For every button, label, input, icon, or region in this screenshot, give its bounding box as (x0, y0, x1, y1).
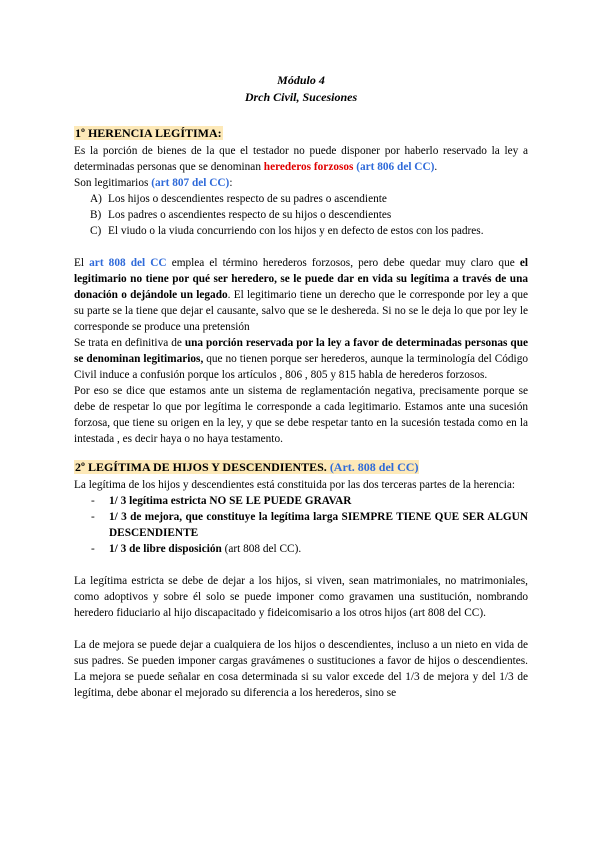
section-1-paragraph-2 (74, 175, 528, 191)
list-marker: - (91, 543, 95, 555)
herederos-forzosos-term: herederos forzosos (263, 161, 354, 173)
list-marker: - (91, 511, 95, 523)
list-item (91, 509, 528, 541)
document-page (74, 72, 528, 701)
list-item-text: Los hijos o descendientes respecto de su padres o ascendiente (108, 193, 387, 205)
list-marker: A) (90, 193, 102, 205)
section-2-paragraph-2: La legítima estricta se debe de dejar a los hijos, si viven, sean matrimoniales, no matrimoniales, como adoptivos y sobre él solo se puede imponer como gravamen una sustitución, nombrando heredero fiduciario al hijo discapacitado y fideicomisario a los otros hijos (art 808 del CC). (74, 575, 528, 619)
section-1-heading (74, 125, 528, 142)
article-reference: (Art. 808 del CC) (326, 460, 419, 474)
section-1-paragraph-1 (74, 143, 528, 175)
text-run: Es la porción de bienes de la que el testador no puede disponer por haberlo reservado la ley a determinadas personas que se denominan (74, 145, 528, 173)
section-2-paragraph-1: La legítima de los hijos y descendientes está constituida por las dos terceras partes de la herencia: (74, 479, 516, 491)
legitimarios-list (74, 191, 528, 239)
list-marker: - (91, 495, 95, 507)
article-reference: (art 807 del CC) (151, 177, 230, 189)
module-title: Módulo 4 (277, 73, 325, 87)
section-1-heading-text: 1º HERENCIA LEGÍTIMA: (75, 126, 222, 140)
tercios-list (74, 493, 528, 557)
list-item (91, 541, 528, 557)
bold-run: una porción reservada por la ley a favor de determinadas personas que se denominan legitimarios, (74, 337, 528, 365)
spacer (74, 557, 528, 573)
bold-run: 1/ 3 de mejora, que constituye la legítima larga SIEMPRE TIENE QUE SER ALGUN DESCENDIENTE (109, 511, 528, 539)
text-run: que no tienen porque ser herederos, aunque la terminología del Código Civil induce a confusión porque los artículos , 806 , 805 y 815 habla de herederos forzosos. (74, 353, 528, 381)
list-marker: C) (90, 225, 102, 237)
text-run: Se trata en definitiva de (74, 337, 185, 349)
document-title (74, 72, 528, 106)
spacer (74, 239, 528, 255)
subject-title: Drch Civil, Sucesiones (244, 90, 358, 104)
article-reference: (art 806 del CC) (356, 161, 435, 173)
list-marker: B) (90, 209, 102, 221)
section-1-paragraph-5: Por eso se dice que estamos ante un sistema de reglamentación negativa, precisamente porque se debe de respetar lo que por legítima le corresponde a cada legitimario. Estamos ante una sucesión forzosa, que tiene su origen en la ley, y que se debe respetar tanto en la sucesión testada como en la intestada , es decir haya o no haya testamento. (74, 385, 528, 445)
spacer (74, 621, 528, 637)
text-run: El (74, 257, 90, 269)
text-run: (art 808 del CC). (221, 543, 302, 555)
list-item (90, 223, 528, 239)
text-run: . (434, 161, 438, 173)
section-1-paragraph-4 (74, 335, 528, 383)
text-run: emplea el término herederos forzosos, pero debe quedar muy claro que (166, 257, 520, 269)
section-2-heading-text (74, 460, 419, 474)
section-2-paragraph-3: La de mejora se puede dejar a cualquiera de los hijos o descendientes, incluso a un nieto en vida de sus padres. Se pueden imponer cargas gravámenes o sustituciones a favor de hijos o descendientes. La mejora se puede señalar en cosa determinada si su valor excede del 1/3 de mejora y del 1/3 de legítima, debe abonar el mejorado su diferencia a los herederos, sino se (74, 639, 528, 699)
list-item (91, 493, 528, 509)
spacer (74, 447, 528, 459)
list-item-text: Los padres o ascendientes respecto de su hijos o descendientes (108, 209, 392, 221)
text-run: : (229, 177, 233, 189)
heading-run: 2º LEGÍTIMA DE HIJOS Y DESCENDIENTES. (75, 460, 327, 474)
section-2-heading (74, 459, 528, 476)
article-reference: art 808 del CC (89, 257, 167, 269)
bold-run: 1/ 3 legítima estricta NO SE LE PUEDE GRAVAR (109, 495, 352, 507)
text-run: Son legitimarios (74, 177, 152, 189)
section-1-paragraph-3 (74, 255, 528, 335)
text-run: . El legitimario tiene un derecho que le corresponde por ley a que su parte se la tiene que dejar el causante, salvo que se le deshereda. Si no se le deja lo que por ley le corresponde se produce una pretensión (74, 289, 528, 333)
list-item (90, 191, 528, 207)
bold-run: 1/ 3 de libre disposición (109, 543, 222, 555)
list-item (90, 207, 528, 223)
list-item-text: El viudo o la viuda concurriendo con los hijos y en defecto de estos con los padres. (108, 225, 484, 237)
bold-run: el legitimario no tiene por qué ser heredero, se le puede dar en vida su legítima a través de una donación o dejándole un legado (74, 257, 528, 301)
